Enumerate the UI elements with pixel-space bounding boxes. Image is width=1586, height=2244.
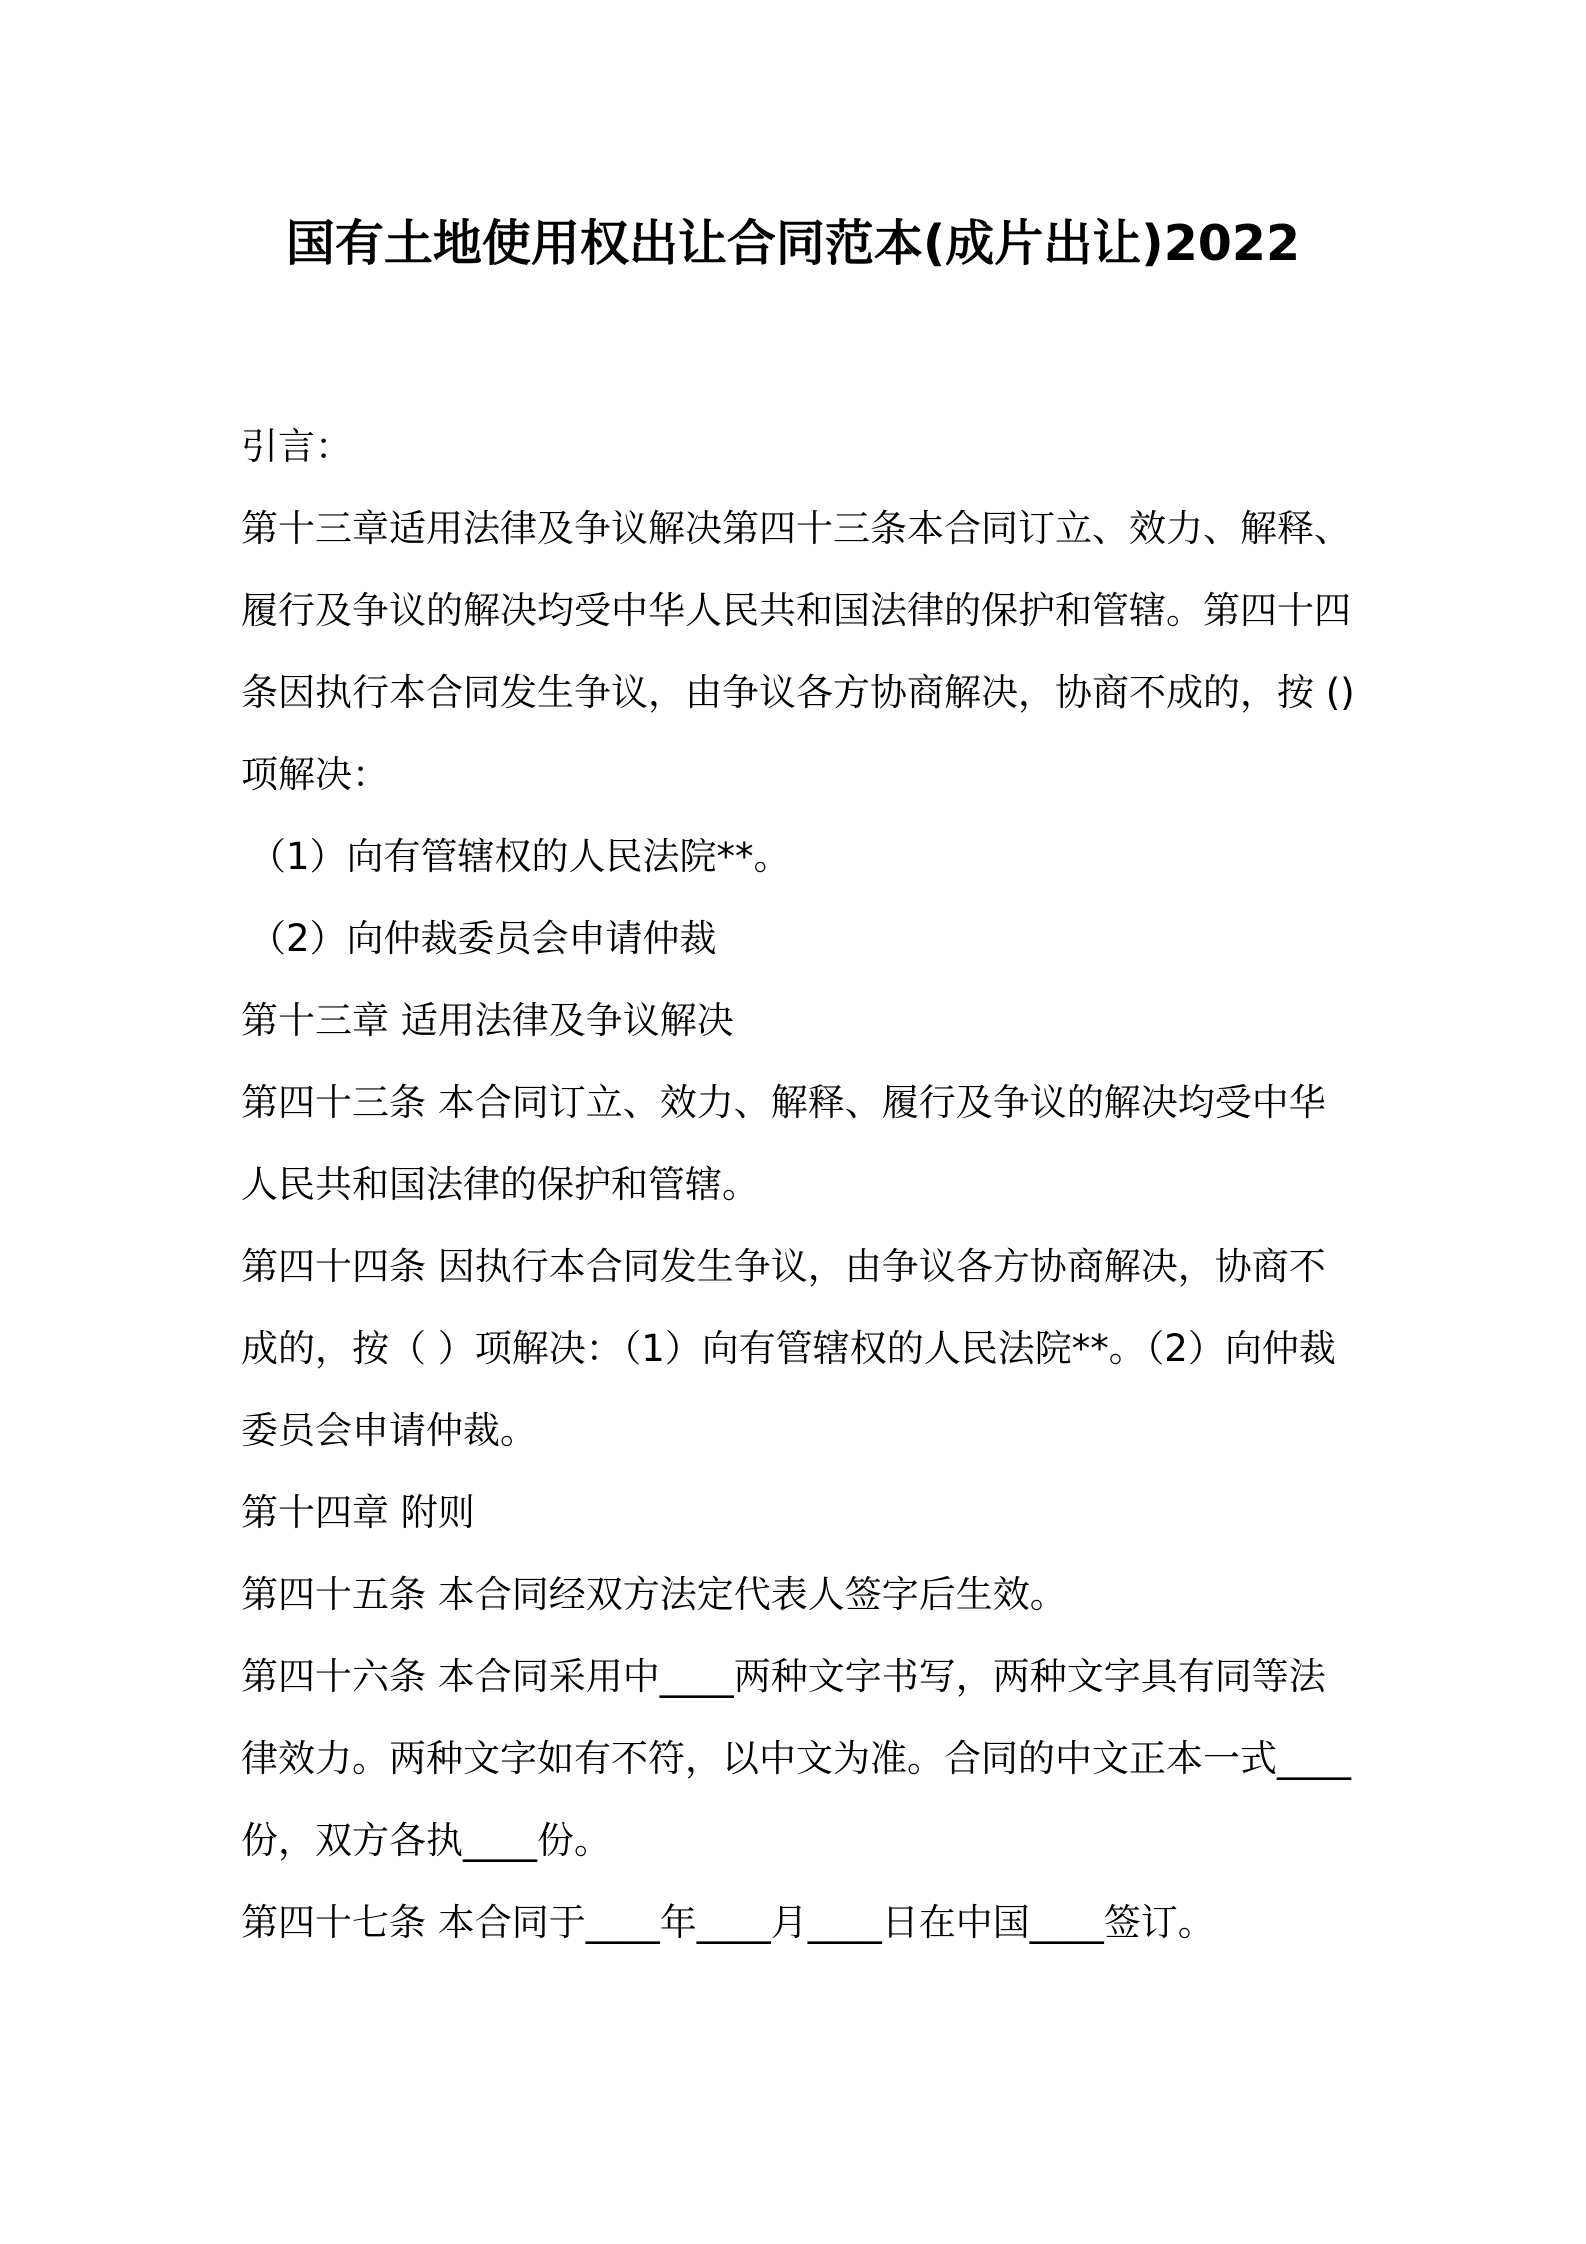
document-body xyxy=(241,406,1361,1964)
article-line: 人民共和国法律的保护和管辖。 xyxy=(241,1163,759,1206)
paragraph-line: 履行及争议的解决均受中华人民共和国法律的保护和管辖。第四十四 xyxy=(241,589,1351,632)
list-item: （1）向有管辖权的人民法院**。 xyxy=(249,835,791,878)
article-line: 份，双方各执____份。 xyxy=(241,1819,611,1862)
chapter-heading: 第十四章 附则 xyxy=(241,1491,475,1534)
paragraph-line: 项解决： xyxy=(241,753,389,796)
article-line: 第四十四条 因执行本合同发生争议，由争议各方协商解决，协商不 xyxy=(241,1245,1326,1288)
list-item: （2）向仲裁委员会申请仲裁 xyxy=(249,917,717,960)
article-line: 成的，按（ ）项解决：（1）向有管辖权的人民法院**。（2）向仲裁 xyxy=(241,1327,1336,1370)
article-line: 第四十七条 本合同于____年____月____日在中国____签订。 xyxy=(241,1901,1215,1944)
chapter-heading: 第十三章 适用法律及争议解决 xyxy=(241,999,734,1042)
intro-label: 引言： xyxy=(241,425,352,468)
article-line: 第四十三条 本合同订立、效力、解释、履行及争议的解决均受中华 xyxy=(241,1081,1326,1124)
article-line: 第四十六条 本合同采用中____两种文字书写，两种文字具有同等法 xyxy=(241,1655,1326,1698)
article-line: 律效力。两种文字如有不符，以中文为准。合同的中文正本一式____ xyxy=(241,1737,1351,1780)
paragraph-line: 第十三章适用法律及争议解决第四十三条本合同订立、效力、解释、 xyxy=(241,507,1351,550)
article-line: 委员会申请仲裁。 xyxy=(241,1409,537,1452)
paragraph-line: 条因执行本合同发生争议，由争议各方协商解决，协商不成的，按 () xyxy=(241,671,1355,714)
article-line: 第四十五条 本合同经双方法定代表人签字后生效。 xyxy=(241,1573,1067,1616)
document-title: 国有土地使用权出让合同范本(成片出让)2022 xyxy=(285,215,1301,272)
